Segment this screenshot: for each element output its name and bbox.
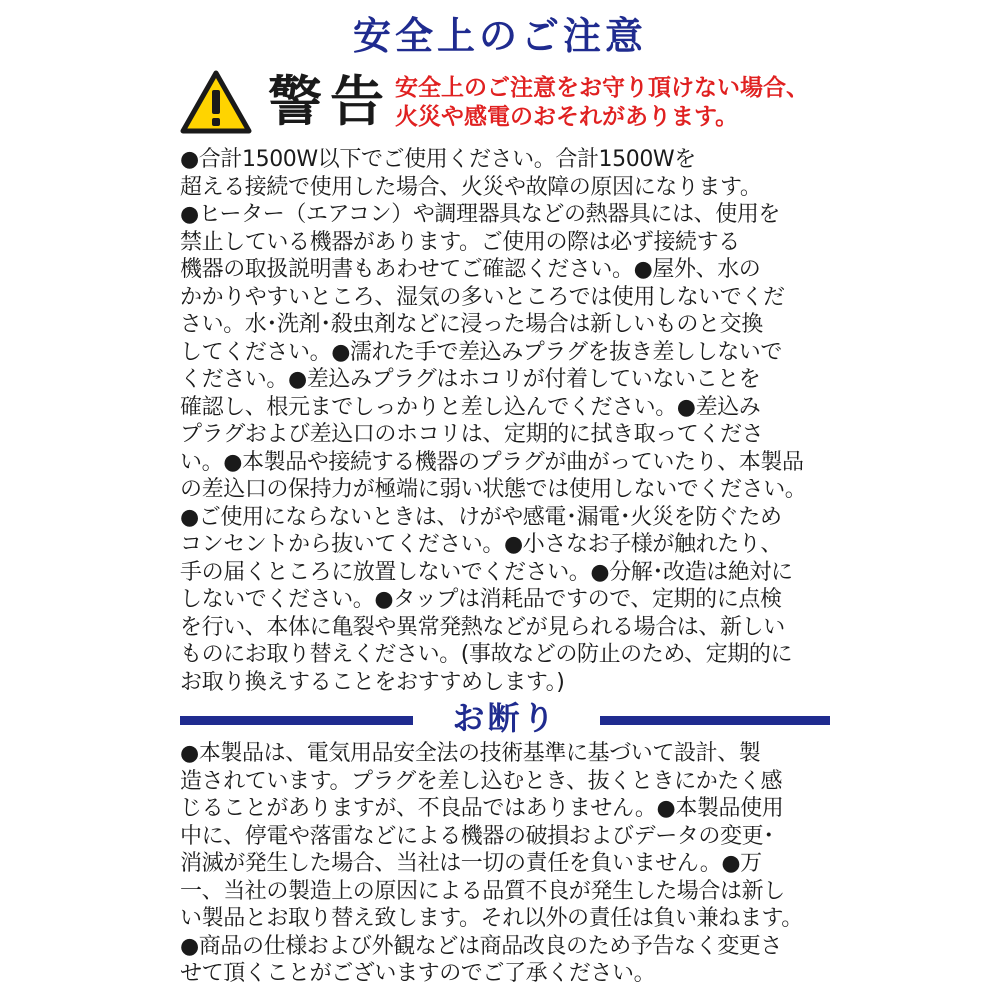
disclaimer-body xyxy=(180,740,830,988)
warning-word: 警告 xyxy=(268,70,392,133)
body-line: 造されています。プラグを差し込むとき、抜くときにかたく感 xyxy=(180,768,783,794)
disclaimer-divider xyxy=(180,699,830,738)
body-line: い製品とお取り替え致します。それ以外の責任は負い兼ねます。 xyxy=(180,906,803,931)
body-line: ●本製品は、電気用品安全法の技術基準に基づいて設計、製 xyxy=(180,741,761,766)
body-line: せて頂くことがございますのでご了承ください。 xyxy=(180,961,656,986)
page-title: 安全上のご注意 xyxy=(352,14,647,58)
body-line: お取り換えすることをおすすめします。) xyxy=(180,669,565,695)
warning-note-line: 安全上のご注意をお守り頂けない場合、 xyxy=(395,75,809,101)
body-line: しないでください。●タップは消耗品ですので、定期的に点検 xyxy=(180,587,782,612)
body-line: ください。●差込みプラグはホコリが付着していないことを xyxy=(180,367,761,392)
body-line: い。●本製品や接続する機器のプラグが曲がっていたり、本製品 xyxy=(180,449,804,475)
body-line: ●商品の仕様および外観などは商品改良のため予告なく変更さ xyxy=(180,933,782,959)
warning-triangle-icon xyxy=(180,70,252,134)
body-line: 一、当社の製造上の原因による品質不良が発生した場合は新し xyxy=(180,878,785,904)
warning-body xyxy=(180,146,830,696)
body-line: してください。●濡れた手で差込みプラグを抜き差ししないで xyxy=(180,339,782,365)
divider-bar-right xyxy=(600,716,830,725)
body-line: じることがありますが、不良品ではありません。●本製品使用 xyxy=(180,796,784,821)
warning-note-line: 火災や感電のおそれがあります。 xyxy=(395,104,739,130)
body-line: 消滅が発生した場合、当社は一切の責任を負いません。●万 xyxy=(180,851,762,876)
body-line: の差込口の保持力が極端に弱い状態では使用しないでください。 xyxy=(180,477,807,502)
body-line: 確認し、根元までしっかりと差し込んでください。●差込み xyxy=(180,394,761,420)
warning-header xyxy=(180,70,830,140)
body-line: 超える接続で使用した場合、火災や故障の原因になります。 xyxy=(180,174,762,200)
body-line: 機器の取扱説明書もあわせてご確認ください。●屋外、水の xyxy=(180,257,761,282)
warning-note xyxy=(395,74,809,132)
disclaimer-heading: お断り xyxy=(452,699,558,737)
body-line: 中に、停電や落雷などによる機器の破損およびデータの変更･ xyxy=(180,823,774,849)
body-line: 禁止している機器があります。ご使用の際は必ず接続する xyxy=(180,229,740,255)
body-line: ●ヒーター（エアコン）や調理器具などの熱器具には、使用を xyxy=(180,202,781,227)
body-line: かかりやすいところ、湿気の多いところでは使用しないでくだ xyxy=(180,284,785,310)
body-line: を行い、本体に亀裂や異常発熱などが見られる場合は、新しい xyxy=(180,614,785,640)
body-line: さい。水･洗剤･殺虫剤などに浸った場合は新しいものと交換 xyxy=(180,312,763,337)
body-line: 手の届くところに放置しないでください。●分解･改造は絶対に xyxy=(180,559,793,585)
body-line: ものにお取り替えください。(事故などの防止のため、定期的に xyxy=(180,642,793,667)
body-line: コンセントから抜いてください。●小さなお子様が触れたり、 xyxy=(180,532,782,557)
body-line: ●ご使用にならないときは、けがや感電･漏電･火災を防ぐため xyxy=(180,504,782,530)
body-line: ●合計1500W以下でご使用ください。合計1500Wを xyxy=(180,147,696,172)
body-line: プラグおよび差込口のホコリは、定期的に拭き取ってくださ xyxy=(180,422,764,447)
